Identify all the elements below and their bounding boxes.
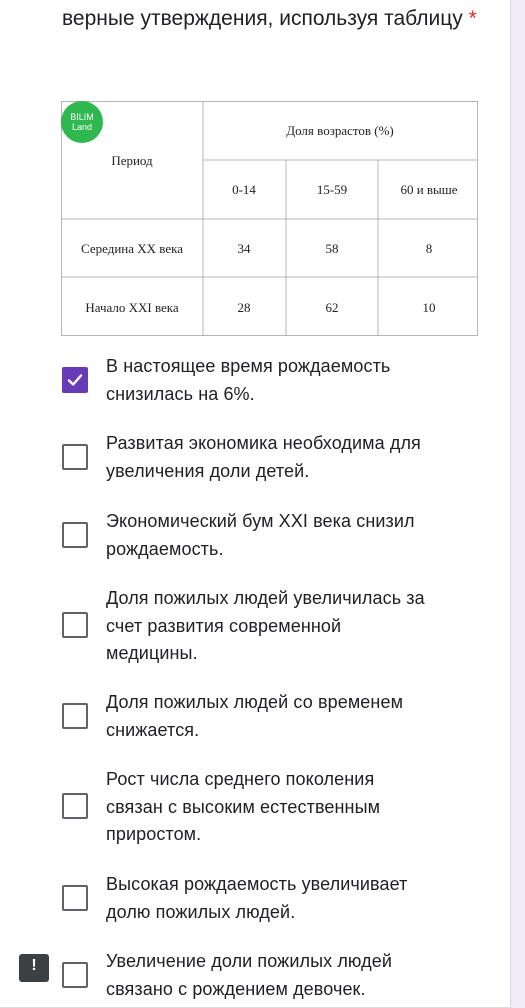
report-problem-button[interactable] — [19, 954, 49, 982]
required-mark: * — [468, 7, 477, 30]
row-value: 34 — [237, 241, 251, 256]
row-value: 8 — [425, 241, 433, 256]
option-label[interactable]: Высокая рождаемость увеличивает долю пожилых людей. — [106, 874, 408, 922]
option-label[interactable]: Рост числа среднего поколения связан с высоким естественным приростом. — [106, 769, 381, 844]
option-label[interactable]: Доля пожилых людей со временем снижается. — [106, 692, 404, 740]
option-label[interactable]: Доля пожилых людей увеличилась за счет развития современной медицины. — [106, 588, 425, 663]
checkbox[interactable] — [62, 962, 88, 988]
row-value: 62 — [325, 300, 339, 315]
bilimland-logo — [61, 101, 103, 143]
checkbox-checked[interactable] — [62, 367, 88, 393]
row-value: 28 — [237, 300, 251, 315]
checkmark-icon — [66, 371, 84, 389]
checkbox[interactable] — [62, 703, 88, 729]
option-label[interactable]: В настоящее время рождаемость снизилась на 6%. — [106, 356, 391, 404]
logo-line2: Land — [71, 122, 93, 132]
data-table-image — [61, 101, 478, 336]
checkbox[interactable] — [62, 522, 88, 548]
checkbox[interactable] — [62, 612, 88, 638]
data-table — [61, 101, 478, 336]
header-period: Период — [111, 153, 153, 168]
header-age-60-plus: 60 и выше — [400, 182, 458, 197]
logo-line1: BILIM — [70, 112, 94, 122]
header-age-share: Доля возрастов (%) — [286, 123, 394, 138]
question-text: верные утверждения, используя таблицу — [62, 7, 463, 30]
header-age-15-59: 15-59 — [316, 182, 348, 197]
exclamation-icon: ! — [31, 957, 37, 974]
checkbox[interactable] — [62, 793, 88, 819]
row-period: Середина XX века — [81, 241, 183, 256]
checkbox[interactable] — [62, 885, 88, 911]
row-value: 10 — [422, 300, 436, 315]
option-label[interactable]: Экономический бум XXI века снизил рождаемость. — [106, 511, 415, 559]
row-period: Начало XXI века — [85, 300, 179, 315]
header-age-0-14: 0-14 — [232, 182, 256, 197]
checkbox[interactable] — [62, 444, 88, 470]
question-title — [62, 2, 492, 35]
option-label[interactable]: Развитая экономика необходима для увеличения доли детей. — [106, 433, 421, 481]
option-label[interactable]: Увеличение доли пожилых людей связано с рождением девочек. — [106, 951, 392, 999]
row-value: 58 — [325, 241, 339, 256]
